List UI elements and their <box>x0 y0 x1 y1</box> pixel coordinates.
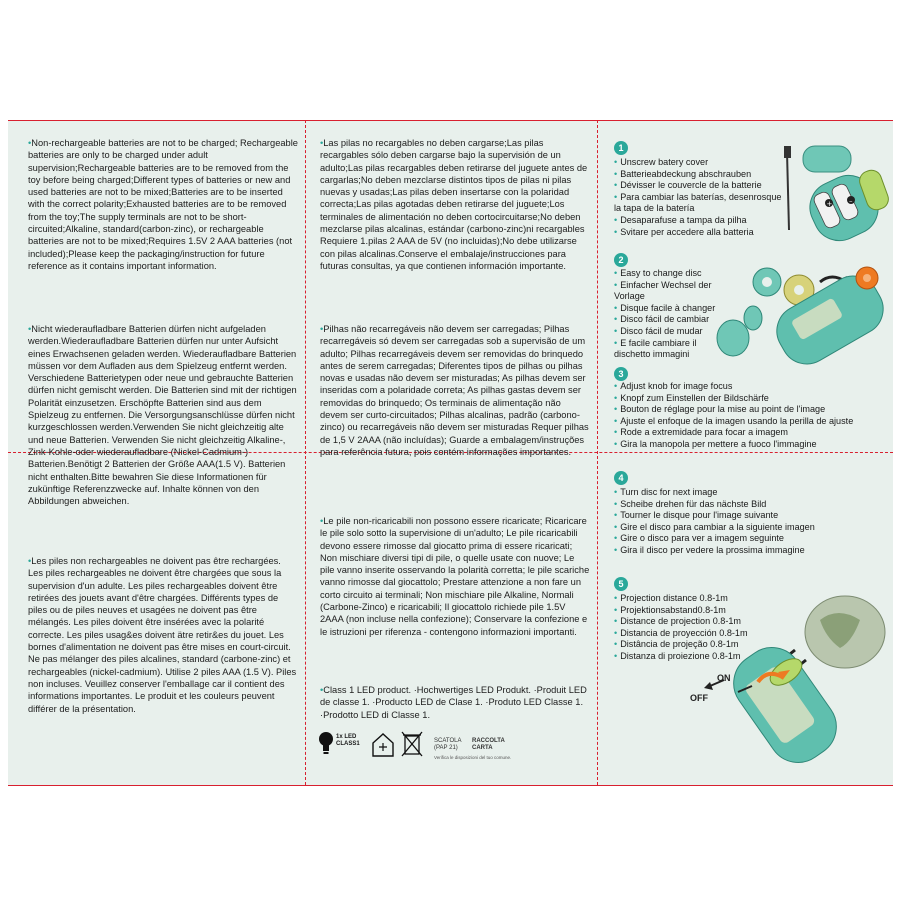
raccolta-label: RACCOLTA CARTA <box>472 738 505 751</box>
svg-text:+: + <box>826 200 833 208</box>
list-item: • Distancia de proyección 0.8-1m <box>614 628 754 640</box>
list-item: • Turn disc for next image <box>614 487 884 499</box>
warning-italian: •Le pile non-ricaricabili non possono essere ricaricate; Ricaricare le pile solo sotto la supervisione di un'adulto; Le pile ricaricabili devono essere rimosse dal giocatto prima di essere ricaricati; Non mischiare diversi tipi di pile, o quelle usate con nuove; Le pile vanno inserite osservando la polarità corretta; le pile scariche vanno rimosse dal giocattolo; Prestare attenzione a non fare un corto circuito ai terminali; Non mischiare pile Alkaline, Normali (Carbone-Zinco) e ricaricabili; Il giocattolo richiede pile 1.5V 2AAA (non incluse nella confezione); Conservare la confezione e le istruzioni per riferenza - contengono informazioni importanti. <box>320 516 590 637</box>
warning-portuguese: •Pilhas não recarregáveis não devem ser carregadas; Pilhas recarregáveis só devem ser carregadas sob a supervisão de um adulto; Pilhas recarregáveis devem ser removidas do brinquedo antes de serem carregadas; Diferentes tipos de pilhas ou pilhas novas e usadas não devem ser misturadas; As pilhas devem ser inseridas com a polaridade correta; As pilhas gastas devem ser removidas do brinquedo; Os terminais de alimentação não devem ser curto-circuitados; Pilhas alcalinas, padrão (carbono-zinco) ou recarregáveis não devem ser misturadas Requer pilhas de 1,5 V 2AAA (não incluídas); Guarde a embalagem/instruções para referência futura, pois contém informações importantes. <box>320 324 589 457</box>
warning-german: •Nicht wiederaufladbare Batterien dürfen nicht aufgeladen werden.Wiederaufladbare Batterien dürfen nur unter Aufsicht eines Erwachsenen geladen werden. Wiederaufladbare Batterien müssen vor dem Aufladen aus dem Spielzeug entfernt werden. Verschiedene Batterietypen oder neue und gebrauchte Batterien dürfen nicht gemischt werden. Die Batterien sind mit der richtigen Polarität einzusetzen. Erschöpfte Batterien sind aus dem Spielzeug zu entfernen. Die Versorgungsanschlüsse dürfen nicht kurzgeschlossen werden.Verwenden Sie nicht gleichzeitig alte und neue Batterien. Verwenden Sie nicht gleichzeitig Alkaline-, Zink-Kohle-oder wiederaufladbare (Nickel-Cadmium-) Batterien.Benötigt 2 Batterien der Größe AAA(1.5 V). Batterien nicht enthalten.Bitte bewahren Sie diese Informationen für zukünftige Referenzzwecke auf. Inhalte können von den Abbildungen abweichen. <box>28 324 297 507</box>
list-item: • Desaparafuse a tampa da pilha <box>614 215 784 227</box>
step-1-number: 1 <box>614 141 628 155</box>
list-item: • Batterieabdeckung abschrauben <box>614 169 784 181</box>
recycle-home-icon <box>370 730 396 758</box>
list-item: • Svitare per accedere alla batteria <box>614 227 784 239</box>
step-5-number: 5 <box>614 577 628 591</box>
list-item: • Distanza di proiezione 0.8-1m <box>614 651 754 663</box>
list-item: • Gire el disco para cambiar a la siguiente imagen <box>614 522 884 534</box>
led-icon-label: 1x LED CLASS1 <box>336 734 360 747</box>
warning-french: •Les piles non rechargeables ne doivent pas être rechargées. Les piles rechargeables ne doivent être chargées que sous la supervision d'un adulte. Les piles rechargeables doivent être retirées des jouets avant d'être chargées. Différents types de piles ou de piles neuves et usagées ne doivent pas être mélangés. Les piles doivent être insérées avec la polarité correcte. Les piles usag&es doivent ätre retir&es du jouet. Les bornes d'alimentation ne doivent pas être mises en court-circuit. Ne pas mélanger des piles alcalines, standard (carbone-zinc) et rechargeables (nickel-cadmium). Utilise 2 piles AAA (1.5 V). Piles non incluses. Veuillez conserver l'emballage car il contient des informations importantes. Le produit et les couleurs peuvent différer de la présentation. <box>28 556 297 714</box>
list-item: • Tourner le disque pour l'image suivante <box>614 510 884 522</box>
list-item: • Scheibe drehen für das nächste Bild <box>614 499 884 511</box>
projector-illustration <box>680 590 890 770</box>
on-label: ON <box>717 673 731 683</box>
led-class-note: •Class 1 LED product. ·Hochwertiges LED Produkt. ·Produit LED de classe 1. ·Producto LED de Clase 1. ·Produto LED Classe 1. ·Prodotto LED di Classe 1. <box>320 685 587 720</box>
list-item: • Disque facile à changer <box>614 303 734 315</box>
step-3-list <box>614 381 884 451</box>
list-item: • Disco fácil de mudar <box>614 326 734 338</box>
step-1-list <box>614 157 784 238</box>
list-item: • Ajuste el enfoque de la imagen usando la perilla de ajuste <box>614 416 884 428</box>
list-item: • Dévisser le couvercle de la batterie <box>614 180 784 192</box>
warning-english: •Non-rechargeable batteries are not to be charged; Rechargeable batteries are only to be charged under adult supervision;Rechargeable batteries are to be removed from the toy before being charged;Different types of batteries or new and used batteries are not to be mixed;Batteries are to be inserted with the correct polarity;Exhausted batteries are to be removed from the toy;The supply terminals are not to be short-circuited;Alkaline, standard(carbon-zinc), or rechargeable batteries are not to be mixed;Requires 1.5V 2 AAA batteries (not included);Please keep the packaging/instruction for future reference as it contains important information. <box>28 138 298 271</box>
list-item: • Distance de projection 0.8-1m <box>614 616 754 628</box>
list-item: • Bouton de réglage pour la mise au point de l'image <box>614 404 884 416</box>
step-3-number: 3 <box>614 367 628 381</box>
top-cut-line <box>8 120 893 121</box>
list-item: • Easy to change disc <box>614 268 734 280</box>
list-item: • Gire o disco para ver a imagem seguinte <box>614 533 884 545</box>
list-item: • Para cambiar las baterías, desenrosque la tapa de la batería <box>614 192 784 215</box>
list-item: • Knopf zum Einstellen der Bildschärfe <box>614 393 884 405</box>
list-item: • Gira il disco per vedere la prossima immagine <box>614 545 884 557</box>
step-4-number: 4 <box>614 471 628 485</box>
list-item: • Disco fácil de cambiar <box>614 314 734 326</box>
list-item: • Gira la manopola per mettere a fuoco l'immagine <box>614 439 884 451</box>
step-4-list <box>614 487 884 557</box>
scatola-label: SCATOLA (PAP 21) <box>434 738 462 751</box>
svg-text:–: – <box>849 197 853 205</box>
list-item: • Distância de projeção 0.8-1m <box>614 639 754 651</box>
list-item: • Einfacher Wechsel der Vorlage <box>614 280 734 303</box>
list-item: • Rode a extremidade para focar a imagem <box>614 427 884 439</box>
step-2-number: 2 <box>614 253 628 267</box>
list-item: • Projektionsabstand0.8-1m <box>614 605 754 617</box>
list-item: • E facile cambiare il dischetto immagini <box>614 338 734 361</box>
disc-change-illustration <box>715 260 890 370</box>
verifica-note: Verifica le disposizioni del tuo comune. <box>434 755 512 760</box>
list-item: • Unscrew batery cover <box>614 157 784 169</box>
list-item: • Adjust knob for image focus <box>614 381 884 393</box>
warning-spanish: •Las pilas no recargables no deben cargarse;Las pilas recargables sólo deben cargarse bajo la supervisión de un adulto;Las pilas recargables deben retirarse del juguete antes de cargarlas;No deben mezclarse distintos tipos de pilas ni pilas nuevas y usadas;Las pilas deben insertarse con la polaridad correcta;Las pilas agotadas deben retirarse del juguete;Los terminales de alimentación no deben cortocircuitarse;No deben mezclarse pilas alcalinas, estándar (carbono-zinc)ni recargables Requiere 1.pilas 2 AAA de 5V (no incluidas);No debe utilizarse con pilas alcalinas.Conserve el embalaje/instrucciones para futuras consultas, ya que contienen información importante. <box>320 138 588 271</box>
battery-cover-illustration <box>775 140 890 245</box>
weee-bin-icon <box>400 730 424 758</box>
bottom-cut-line <box>8 785 893 786</box>
list-item: • Projection distance 0.8-1m <box>614 593 754 605</box>
off-label: OFF <box>690 693 708 703</box>
